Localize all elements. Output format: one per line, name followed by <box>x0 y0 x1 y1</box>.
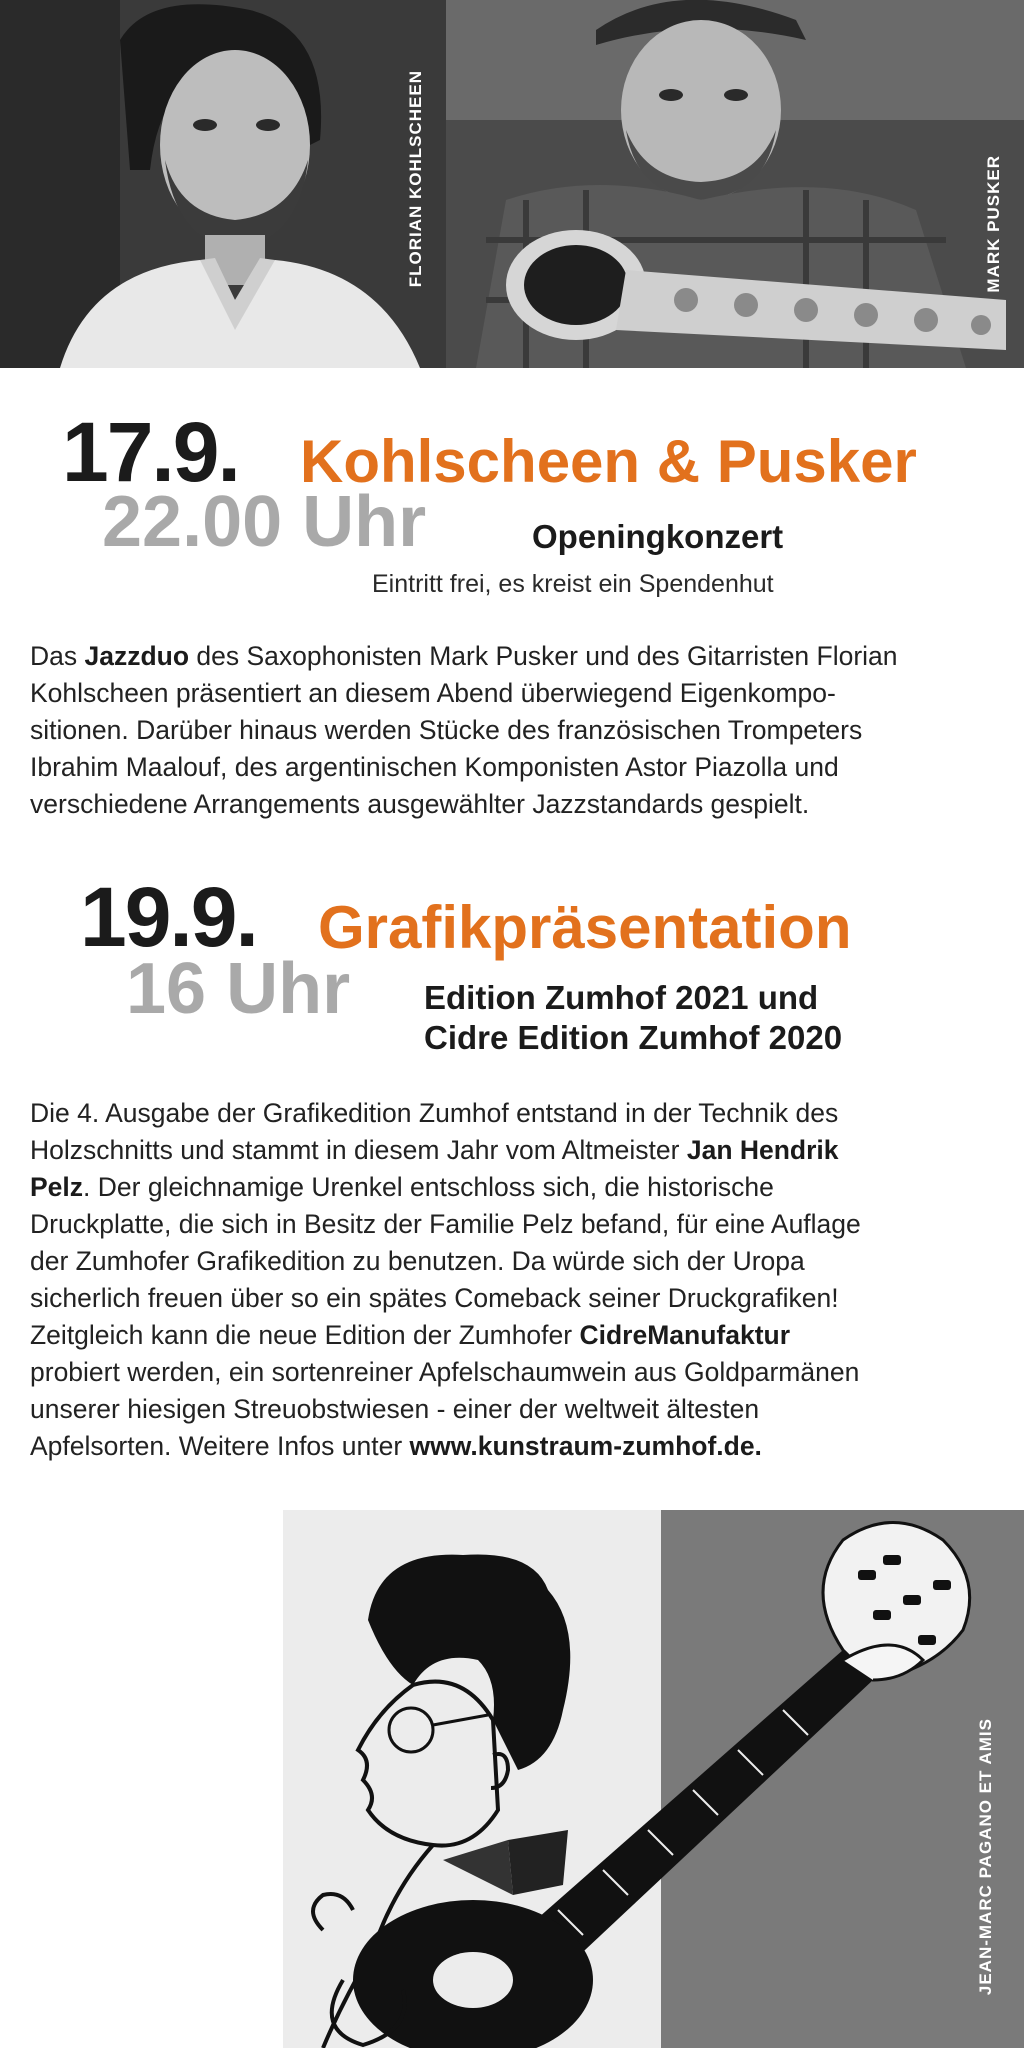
event2-time: 16 Uhr <box>126 949 351 1029</box>
paragraph-line: sitionen. Darüber hinaus werden Stücke des französischen Trompeters <box>30 715 863 745</box>
paragraph-line: unserer hiesigen Streuobstwiesen - einer der weltweit ältesten <box>30 1394 760 1424</box>
event2-title: Grafikpräsentation <box>318 894 852 961</box>
event1-time: 22.00 Uhr <box>102 482 427 562</box>
paragraph-line: probiert werden, ein sortenreiner Apfelschaumwein aus Goldparmänen <box>30 1357 860 1387</box>
caption-mark-pusker: MARK PUSKER <box>984 155 1003 293</box>
paragraph-line: Zeitgleich kann die neue Edition der Zumhofer CidreManufaktur <box>30 1320 791 1350</box>
paragraph-line: Ibrahim Maalouf, des argentinischen Komponisten Astor Piazolla und <box>30 752 839 782</box>
caption-jean-marc-pagano: JEAN-MARC PAGANO ET AMIS <box>976 1718 995 1996</box>
paragraph-line: sicherlich freuen über so ein spätes Comeback seiner Druckgrafiken! <box>30 1283 839 1313</box>
paragraph-line: Apfelsorten. Weitere Infos unter www.kunstraum-zumhof.de. <box>30 1431 762 1461</box>
photo-mark-pusker <box>446 0 1024 368</box>
event2-date: 19.9. <box>80 870 257 964</box>
paragraph-line: Holzschnitts und stammt in diesem Jahr vom Altmeister Jan Hendrik <box>30 1135 839 1165</box>
paragraph-line: Die 4. Ausgabe der Grafikedition Zumhof entstand in der Technik des <box>30 1098 839 1128</box>
paragraph-line: der Zumhofer Grafikedition zu benutzen. Da würde sich der Uropa <box>30 1246 805 1276</box>
event2-subtitle-line1: Edition Zumhof 2021 und <box>424 979 819 1016</box>
header-photos <box>0 0 1024 368</box>
caption-florian-kohlscheen: FLORIAN KOHLSCHEEN <box>406 70 425 288</box>
guitarist-caricature <box>283 1510 1024 2048</box>
photo-florian-kohlscheen <box>0 0 446 368</box>
event1-description <box>30 638 1005 823</box>
event2-subtitle <box>424 978 842 1057</box>
event2-subtitle-line2: Cidre Edition Zumhof 2020 <box>424 1018 843 1056</box>
paragraph-line: Pelz. Der gleichnamige Urenkel entschloss sich, die historische <box>30 1172 774 1202</box>
event1-title: Kohlscheen & Pusker <box>300 428 917 495</box>
event1-date: 17.9. <box>62 405 239 499</box>
event1-entry-note: Eintritt frei, es kreist ein Spendenhut <box>372 570 774 598</box>
paragraph-line: verschiedene Arrangements ausgewählter Jazzstandards gespielt. <box>30 789 810 819</box>
paragraph-line: Das Jazzduo des Saxophonisten Mark Pusker und des Gitarristen Florian <box>30 641 898 671</box>
event2-description <box>30 1095 1005 1465</box>
paragraph-line: Druckplatte, die sich in Besitz der Familie Pelz befand, für eine Auflage <box>30 1209 861 1239</box>
event1-subtitle: Openingkonzert <box>532 518 784 555</box>
website-link[interactable]: www.kunstraum-zumhof.de. <box>409 1431 762 1461</box>
paragraph-line: Kohlscheen präsentiert an diesem Abend überwiegend Eigenkompo- <box>30 678 836 708</box>
